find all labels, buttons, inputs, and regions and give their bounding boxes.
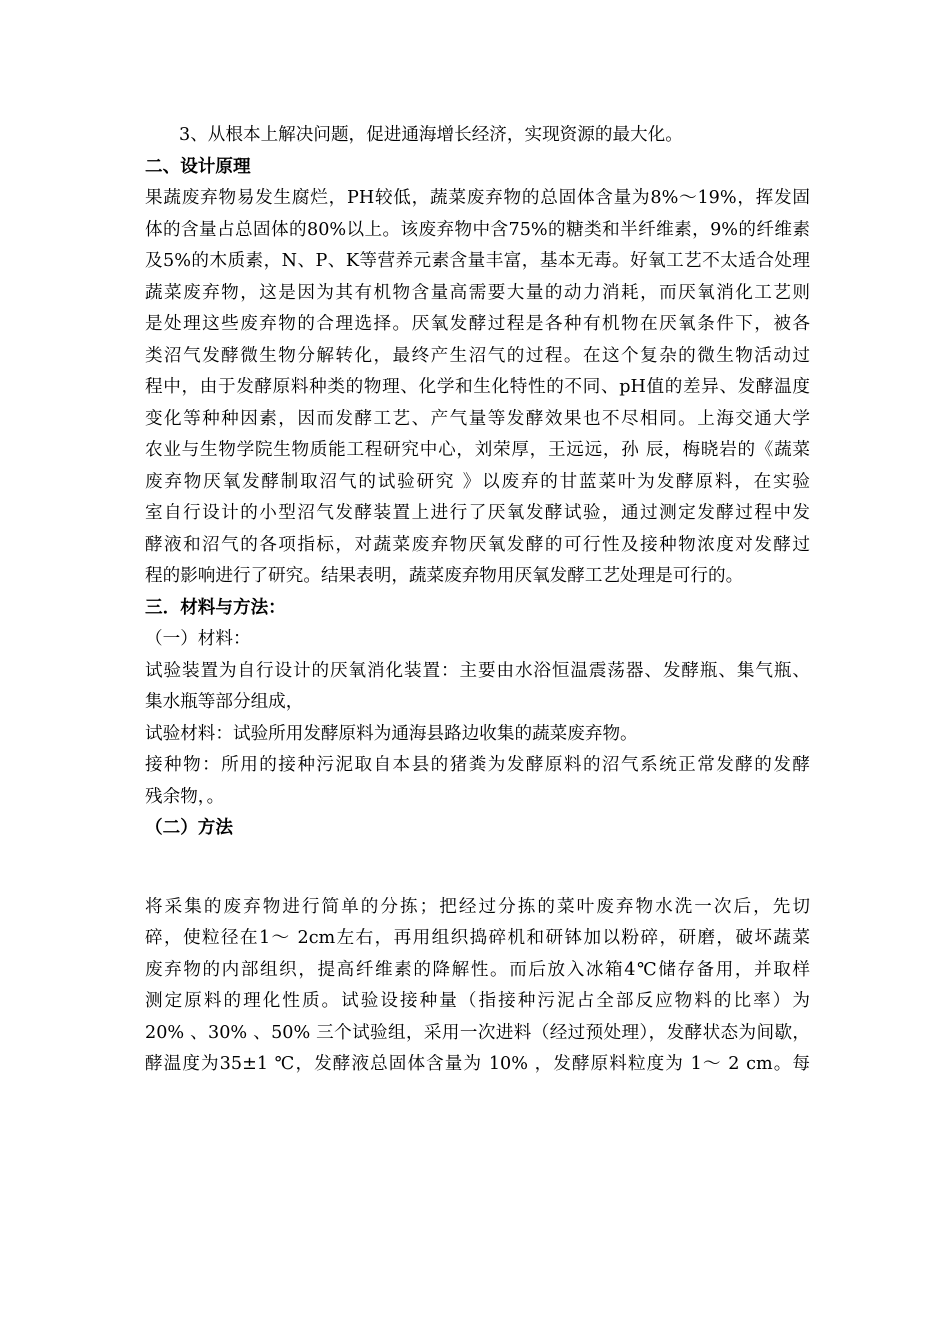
paragraph-line: 试验材料：试验所用发酵原料为通海县路边收集的蔬菜废弃物。 [145, 723, 638, 744]
paragraph-line: 测定原料的理化性质。试验设接种量（指接种污泥占全部反应物料的比率）为 [145, 991, 810, 1011]
paragraph-line: 接种物：所用的接种污泥取自本县的猪粪为发酵原料的沼气系统正常发酵的发酵 [145, 755, 810, 775]
paragraph-line: 程的影响进行了研究。结果表明，蔬菜废弃物用厌氧发酵工艺处理是可行的。 [145, 566, 744, 586]
subheading-methods: （二）方法 [145, 818, 233, 838]
paragraph-line: 集水瓶等部分组成， [145, 692, 304, 712]
paragraph-line: 将采集的废弃物进行简单的分拣；把经过分拣的菜叶废弃物水洗一次后，先切 [145, 896, 810, 917]
methods-paragraph [145, 892, 810, 1081]
document-page [145, 120, 810, 1081]
paragraph-line: 20% 、30% 、50% 三个试验组，采用一次进料（经过预处理），发酵状态为间歇， [145, 1022, 810, 1043]
paragraph-line: 变化等种种因素，因而发酵工艺、产气量等发酵效果也不尽相同。上海交通大学 [145, 408, 810, 429]
paragraph-line: 残余物，。 [145, 786, 225, 807]
paragraph-line: 室自行设计的小型沼气发酵装置上进行了厌氧发酵试验，通过测定发酵过程中发 [145, 503, 810, 523]
paragraph-line: 果蔬废弃物易发生腐烂，PH较低，蔬菜废弃物的总固体含量为8%～19%，挥发固 [145, 188, 810, 208]
subheading-materials: （一）材料： [145, 629, 251, 649]
paragraph-line: 蔬菜废弃物，这是因为其有机物含量高需要大量的动力消耗，而厌氧消化工艺则 [145, 282, 810, 303]
paragraph-line: 体的含量占总固体的80%以上。该废弃物中含75%的糖类和半纤维素，9%的纤维素 [145, 219, 810, 240]
paragraph-line: 废弃物的内部组织，提高纤维素的降解性。而后放入冰箱4℃储存备用，并取样 [145, 959, 810, 980]
spacer [145, 845, 810, 892]
paragraph-line: 酵温度为35±1 ℃，发酵液总固体含量为 10% ，发酵原料粒度为 1～ 2 cm。每 [145, 1054, 810, 1074]
paragraph-line: 酵液和沼气的各项指标，对蔬菜废弃物厌氧发酵的可行性及接种物浓度对发酵过 [145, 534, 810, 555]
paragraph-line: 类沼气发酵微生物分解转化，最终产生沼气的过程。在这个复杂的微生物活动过 [145, 345, 810, 366]
paragraph-line: 农业与生物学院生物质能工程研究中心，刘荣厚，王远远，孙 辰，梅晓岩的《蔬菜 [145, 440, 810, 460]
paragraph-line: 及5%的木质素，N、P、K等营养元素含量丰富，基本无毒。好氧工艺不太适合处理 [145, 251, 810, 271]
section-heading-materials-methods: 三．材料与方法： [145, 597, 286, 618]
paragraph-line: 是处理这些废弃物的合理选择。厌氧发酵过程是各种有机物在厌氧条件下，被各 [145, 314, 810, 334]
paragraph-line: 程中，由于发酵原料种类的物理、化学和生化特性的不同、pH值的差异、发酵温度 [145, 377, 810, 397]
paragraph-line: 碎，使粒径在1～ 2cm左右，再用组织捣碎机和研钵加以粉碎，研磨，破坏蔬菜 [145, 928, 810, 948]
paragraph-line: 废弃物厌氧发酵制取沼气的试验研究 》以废弃的甘蓝菜叶为发酵原料，在实验 [145, 471, 810, 492]
section-heading-design-principle: 二、设计原理 [145, 156, 251, 177]
list-item-3: 3、从根本上解决问题，促进通海增长经济，实现资源的最大化。 [179, 125, 683, 145]
materials-paragraph [145, 656, 810, 814]
design-principle-paragraph [145, 183, 810, 593]
paragraph-line: 试验装置为自行设计的厌氧消化装置：主要由水浴恒温震荡器、发酵瓶、集气瓶、 [145, 660, 810, 681]
